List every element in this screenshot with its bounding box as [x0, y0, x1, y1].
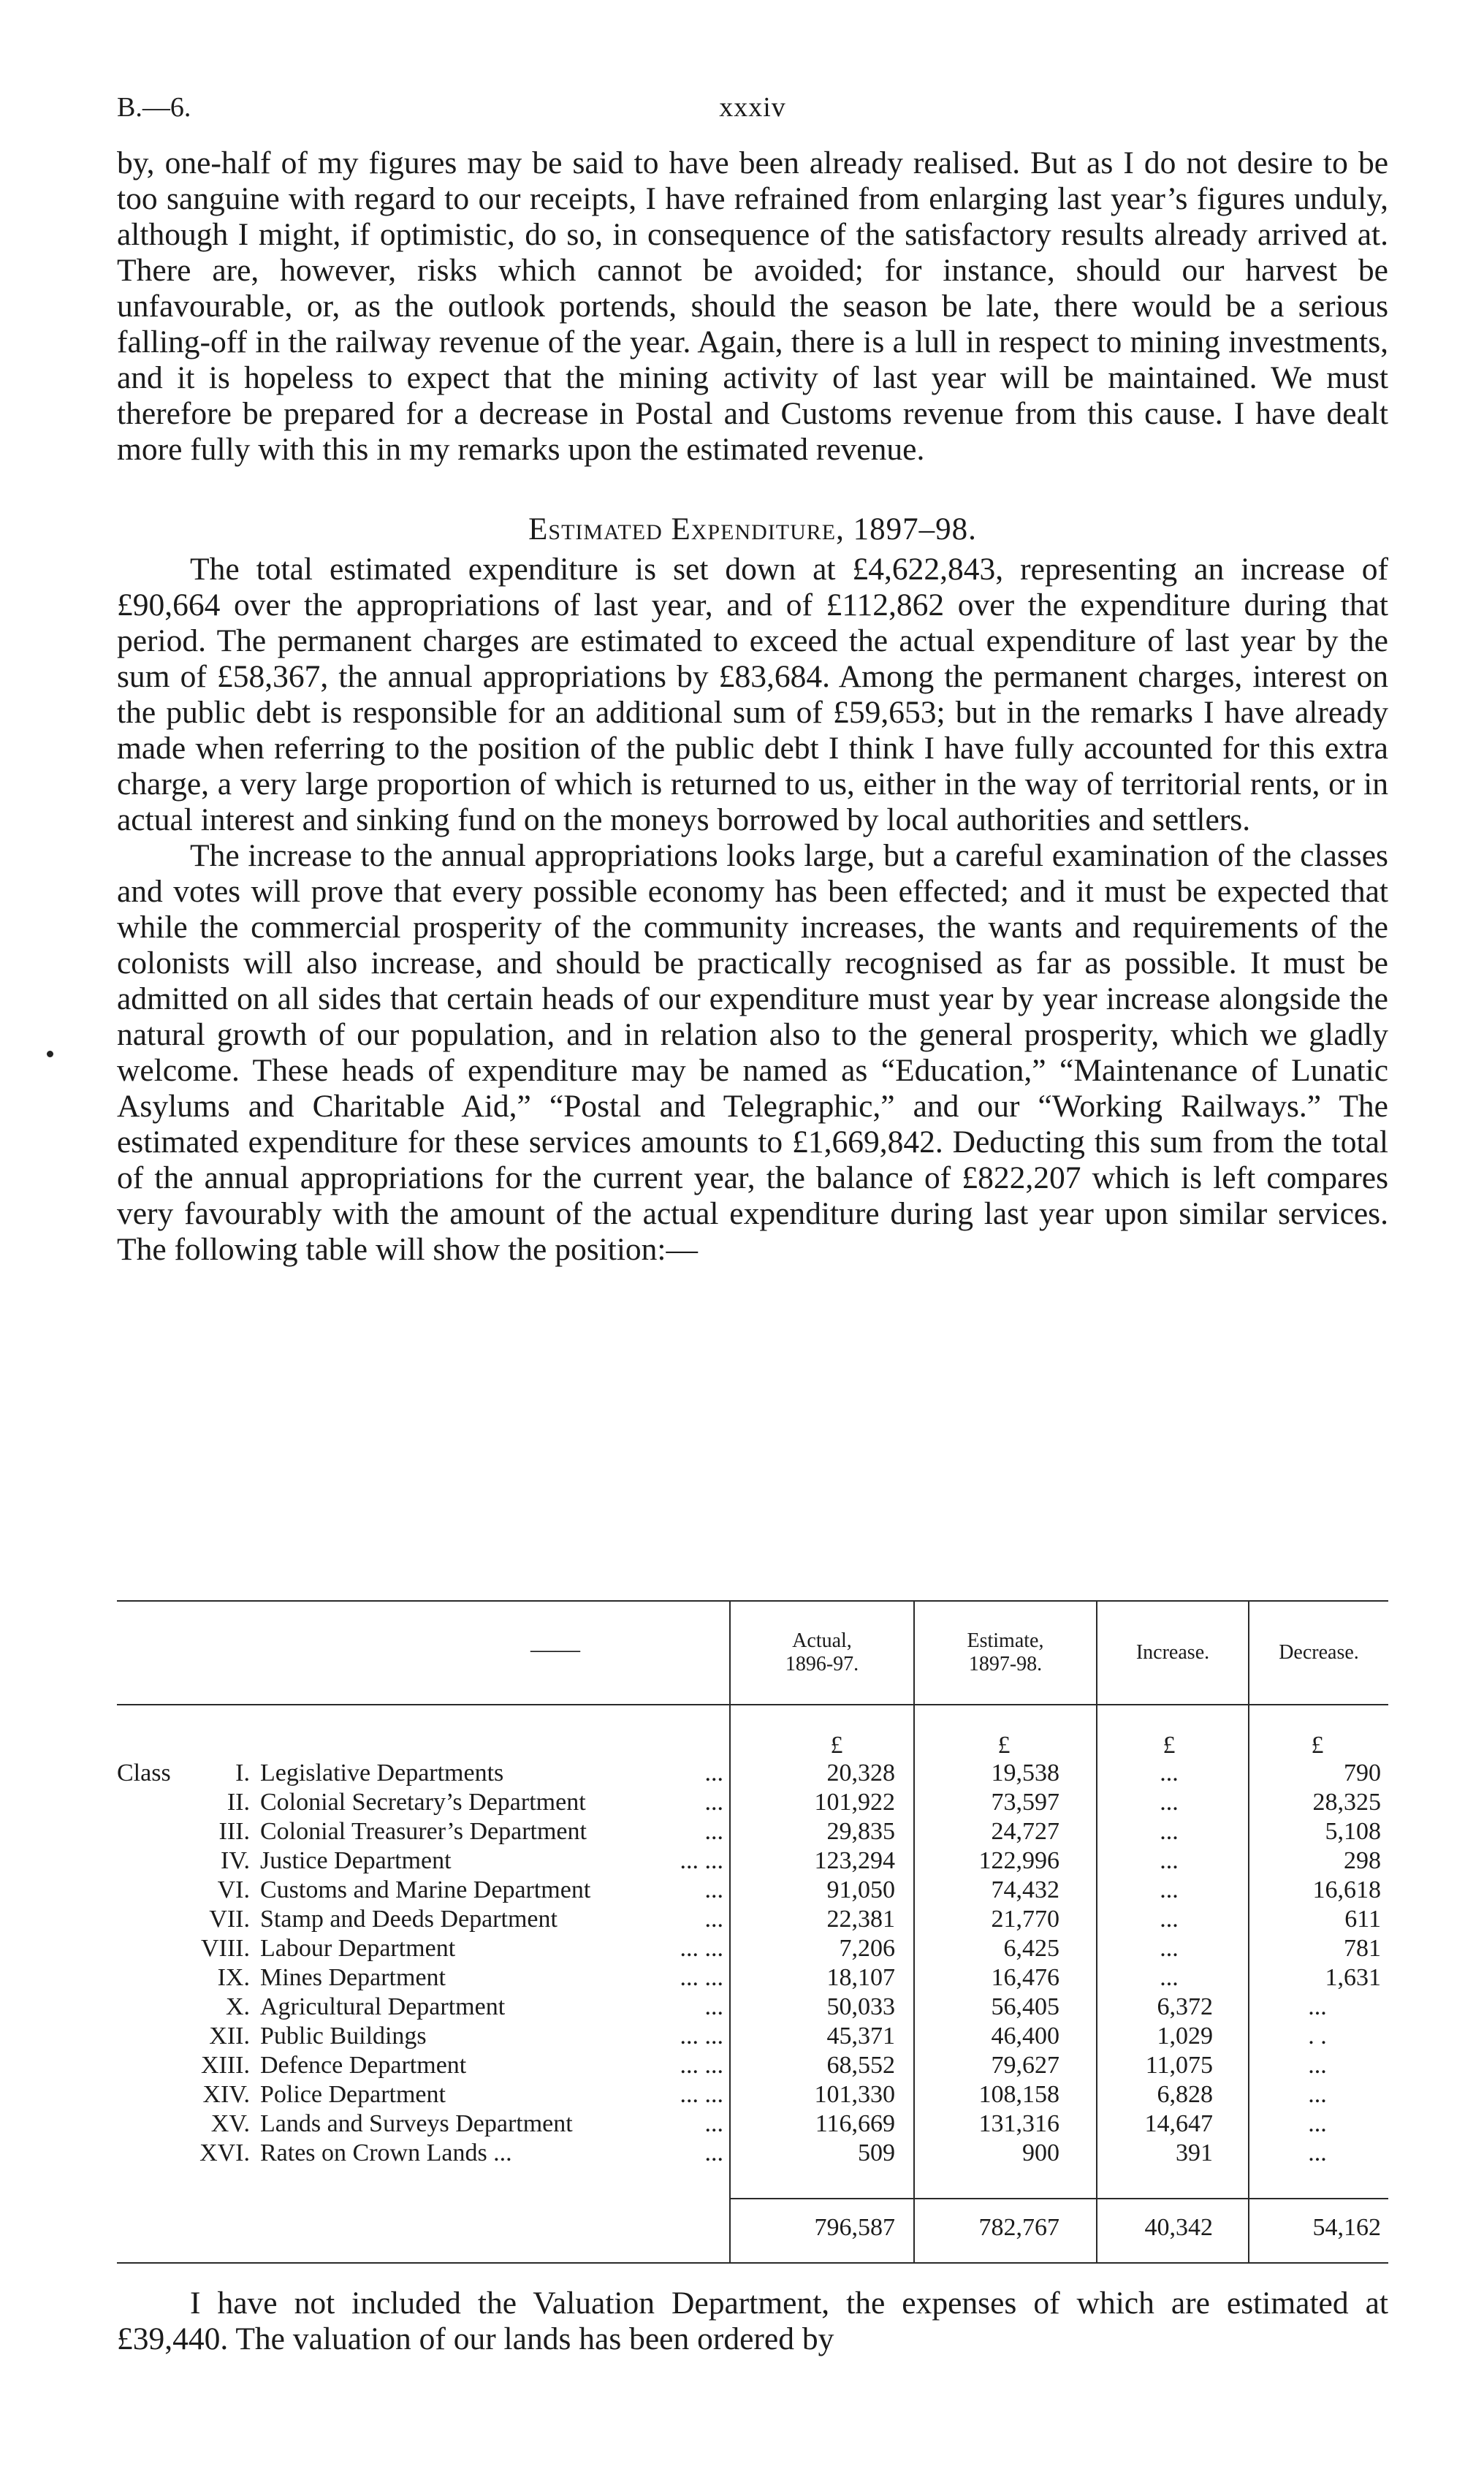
section-heading: Estimated Expenditure, 1897–98. [528, 512, 977, 547]
table-cell-estimate: 24,727 [991, 1818, 1059, 1845]
leader-dots: ... ... [680, 2023, 723, 2050]
table-cell-estimate: 46,400 [991, 2023, 1059, 2050]
leader-dots: ... [704, 1876, 723, 1903]
table-cell-decrease: 28,325 [1312, 1789, 1381, 1816]
paragraph-revenue-risks: by, one-half of my figures may be said to have been already realised. But as I do not desire to be too sanguine with regard to our receipts, I have refrained from enlarging last year’s figures unduly, although I might, if optimistic, do so, in consequence of the satisfactory results already arrived at. There are, however, risks which cannot be avoided; for instance, should our harvest be unfavourable, or, as the outlook portends, should the season be late, there would be a serious falling-off in the railway revenue of the year. Again, there is a lull in respect to mining investments, and it is hopeless to expect that the mining activity of last year will be maintained. We must therefore be prepared for a decrease in Postal and Customs revenue from this cause. I have dealt more fully with this in my remarks upon the estimated revenue. [117, 145, 1388, 467]
table-row-label [117, 2110, 573, 2139]
table-cell-decrease: ... [1308, 2081, 1327, 2108]
currency-unit: £ [1163, 1732, 1176, 1759]
table-cell-increase: ... [1160, 1876, 1179, 1903]
table-row-label [117, 1876, 590, 1906]
currency-unit: £ [830, 1732, 843, 1759]
table-cell-increase: ... [1160, 1759, 1179, 1787]
table-row-label [117, 1935, 455, 1964]
table-cell-estimate: 6,425 [1003, 1935, 1059, 1962]
leader-dots: ... [704, 1993, 723, 2020]
table-cell-decrease: 5,108 [1325, 1818, 1381, 1845]
table-cell-estimate: 108,158 [978, 2081, 1059, 2108]
table-cell-actual: 20,328 [826, 1759, 895, 1787]
column-header-increase: Increase. [1135, 1641, 1210, 1664]
table-cell-actual: 7,206 [839, 1935, 895, 1962]
leader-dots: ... [704, 1759, 723, 1787]
leader-dots: ... ... [680, 1847, 723, 1874]
paragraph-valuation: I have not included the Valuation Department, the expenses of which are estimated at £39,440. The valuation of our lands has been ordered by [117, 2286, 1388, 2356]
table-top-rule [117, 1600, 1388, 1602]
table-cell-actual: 45,371 [826, 2023, 895, 2050]
table-cell-actual: 68,552 [826, 2052, 895, 2079]
leader-dots: ... [704, 1906, 723, 1933]
table-total-increase: 40,342 [1144, 2214, 1213, 2241]
table-cell-estimate: 19,538 [991, 1759, 1059, 1787]
table-cell-estimate: 131,316 [978, 2110, 1059, 2137]
table-cell-decrease: ... [1308, 1993, 1327, 2020]
department-name: Mines Department [260, 1964, 446, 1991]
paragraph-annual-appropriations: The increase to the annual appropriations looks large, but a careful examination of the classes and votes will prove that every possible economy has been effected; and it must be expected that while the commercial prosperity of the community increases, the wants and requirements of the colonists will also increase, and should be practically recognised as far as possible. It must be admitted on all sides that certain heads of our expenditure must year by year increase alongside the natural growth of our population, and in relation also to the general prosperity, which we gladly welcome. These heads of expenditure may be named as “Education,” “Maintenance of Lunatic Asylums and Charitable Aid,” “Postal and Telegraphic,” and our “Working Railways.” The estimated expenditure for these services amounts to £1,669,842. Deducting this sum from the total of the annual appropriations for the current year, the balance of £822,207 which is left compares very favourably with the amount of the actual expenditure during last year upon similar services. The following table will show the position:— [117, 838, 1388, 1267]
table-cell-actual: 91,050 [826, 1876, 895, 1903]
class-number: I. [235, 1759, 250, 1787]
table-cell-actual: 101,922 [814, 1789, 895, 1816]
table-row-label [117, 1964, 446, 1993]
table-cell-increase: ... [1160, 1935, 1179, 1962]
table-cell-increase: 6,372 [1157, 1993, 1213, 2020]
table-cell-increase: ... [1160, 1847, 1179, 1874]
department-name: Justice Department [260, 1847, 452, 1874]
department-name: Labour Department [260, 1935, 456, 1962]
document-reference: B.—6. [117, 92, 191, 123]
table-cell-decrease: 611 [1344, 1906, 1381, 1933]
table-bottom-rule [117, 2262, 1388, 2264]
table-cell-increase: 1,029 [1157, 2023, 1213, 2050]
table-row-label [117, 1789, 586, 1818]
table-cell-actual: 22,381 [826, 1906, 895, 1933]
table-row-label [117, 2081, 446, 2110]
column-header-actual: Actual, 1896-97. [785, 1629, 859, 1675]
currency-unit: £ [1311, 1732, 1324, 1759]
totals-rule [729, 2198, 1388, 2199]
table-cell-decrease: 298 [1344, 1847, 1381, 1874]
leader-dots: ... [704, 1789, 723, 1816]
table-cell-estimate: 79,627 [991, 2052, 1059, 2079]
table-cell-increase: ... [1160, 1964, 1179, 1991]
stub-header: —— [530, 1636, 580, 1663]
table-cell-decrease: ... [1308, 2052, 1327, 2079]
table-cell-decrease: ... [1308, 2110, 1327, 2137]
table-cell-increase: ... [1160, 1789, 1179, 1816]
table-cell-increase: ... [1160, 1818, 1179, 1845]
table-row-label [117, 2023, 427, 2052]
class-number: VIII. [200, 1935, 250, 1962]
table-cell-actual: 509 [858, 2139, 895, 2166]
table-row-label [117, 1818, 587, 1847]
table-cell-actual: 116,669 [815, 2110, 895, 2137]
leader-dots: ... [704, 2110, 723, 2137]
table-total-decrease: 54,162 [1312, 2214, 1381, 2241]
table-cell-decrease: . . [1308, 2023, 1327, 2050]
department-name: Colonial Treasurer’s Department [260, 1818, 587, 1845]
table-cell-actual: 18,107 [826, 1964, 895, 1991]
department-name: Lands and Surveys Department [260, 2110, 573, 2137]
department-name: Colonial Secretary’s Department [260, 1789, 586, 1816]
leader-dots: ... ... [680, 2052, 723, 2079]
table-cell-actual: 101,330 [814, 2081, 895, 2108]
table-cell-increase: ... [1160, 1906, 1179, 1933]
currency-unit: £ [997, 1732, 1011, 1759]
department-name: Defence Department [260, 2052, 467, 2079]
class-number: XII. [209, 2023, 250, 2050]
class-number: III. [218, 1818, 250, 1845]
table-row-label [117, 2052, 466, 2081]
class-number: IX. [217, 1964, 250, 1991]
table-cell-estimate: 122,996 [978, 1847, 1059, 1874]
table-cell-increase: 14,647 [1144, 2110, 1213, 2137]
table-header-rule [117, 1704, 1388, 1705]
table-cell-decrease: 781 [1344, 1935, 1381, 1962]
table-cell-estimate: 21,770 [991, 1906, 1059, 1933]
table-cell-estimate: 16,476 [991, 1964, 1059, 1991]
table-cell-increase: 391 [1176, 2139, 1213, 2166]
table-cell-actual: 50,033 [826, 1993, 895, 2020]
column-divider [729, 1600, 731, 2262]
department-name: Legislative Departments [260, 1759, 504, 1787]
table-cell-estimate: 900 [1022, 2139, 1059, 2166]
leader-dots: ... ... [680, 2081, 723, 2108]
document-page [117, 91, 1388, 1268]
page-number: xxxiv [719, 92, 786, 123]
leader-dots: ... ... [680, 1935, 723, 1962]
table-row-label [117, 1906, 558, 1935]
department-name: Agricultural Department [260, 1993, 506, 2020]
table-cell-decrease: 16,618 [1312, 1876, 1381, 1903]
table-row-label [117, 1759, 503, 1789]
department-name: Stamp and Deeds Department [260, 1906, 558, 1933]
table-cell-decrease: ... [1308, 2139, 1327, 2166]
class-word: Class [117, 1759, 171, 1787]
class-number: XIII. [200, 2052, 250, 2079]
class-number: VI. [217, 1876, 250, 1903]
table-total-estimate: 782,767 [978, 2214, 1059, 2241]
department-name: Police Department [260, 2081, 446, 2108]
department-name: Customs and Marine Department [260, 1876, 591, 1903]
table-total-actual: 796,587 [814, 2214, 895, 2241]
table-row-label [117, 1993, 505, 2023]
department-name: Public Buildings [260, 2023, 427, 2050]
column-header-estimate: Estimate, 1897-98. [967, 1629, 1044, 1675]
class-number: IV. [221, 1847, 250, 1874]
table-cell-actual: 123,294 [814, 1847, 895, 1874]
table-cell-increase: 6,828 [1157, 2081, 1213, 2108]
table-cell-estimate: 74,432 [991, 1876, 1059, 1903]
class-number: II. [227, 1789, 250, 1816]
table-row-label [117, 1847, 452, 1876]
class-number: X. [225, 1993, 250, 2020]
table-row-label [117, 2139, 512, 2169]
table-cell-estimate: 56,405 [991, 1993, 1059, 2020]
table-cell-estimate: 73,597 [991, 1789, 1059, 1816]
table-cell-increase: 11,075 [1145, 2052, 1213, 2079]
paragraph-total-expenditure: The total estimated expenditure is set down at £4,622,843, representing an increase of £90,664 over the appropriations of last year, and of £112,862 over the expenditure during that period. The permanent charges are estimated to exceed the actual expenditure of last year by the sum of £58,367, the annual appropriations by £83,684. Among the permanent charges, interest on the public debt is responsible for an additional sum of £59,653; but in the remarks I have already made when referring to the position of the public debt I think I have fully accounted for this extra charge, a very large proportion of which is returned to us, either in the way of territorial rents, or in actual interest and sinking fund on the moneys borrowed by local authorities and settlers. [117, 552, 1388, 837]
table-cell-actual: 29,835 [826, 1818, 895, 1845]
class-number: XV. [210, 2110, 250, 2137]
leader-dots: ... [704, 2139, 723, 2166]
leader-dots: ... [704, 1818, 723, 1845]
class-number: VII. [209, 1906, 250, 1933]
table-cell-decrease: 790 [1344, 1759, 1381, 1787]
class-number: XIV. [202, 2081, 250, 2108]
department-name: Rates on Crown Lands ... [260, 2139, 512, 2166]
class-number: XVI. [199, 2139, 250, 2166]
page-header [117, 91, 1388, 135]
table-cell-decrease: 1,631 [1325, 1964, 1381, 1991]
margin-ink-dot [47, 1051, 53, 1057]
leader-dots: ... ... [680, 1964, 723, 1991]
column-header-decrease: Decrease. [1279, 1641, 1359, 1664]
